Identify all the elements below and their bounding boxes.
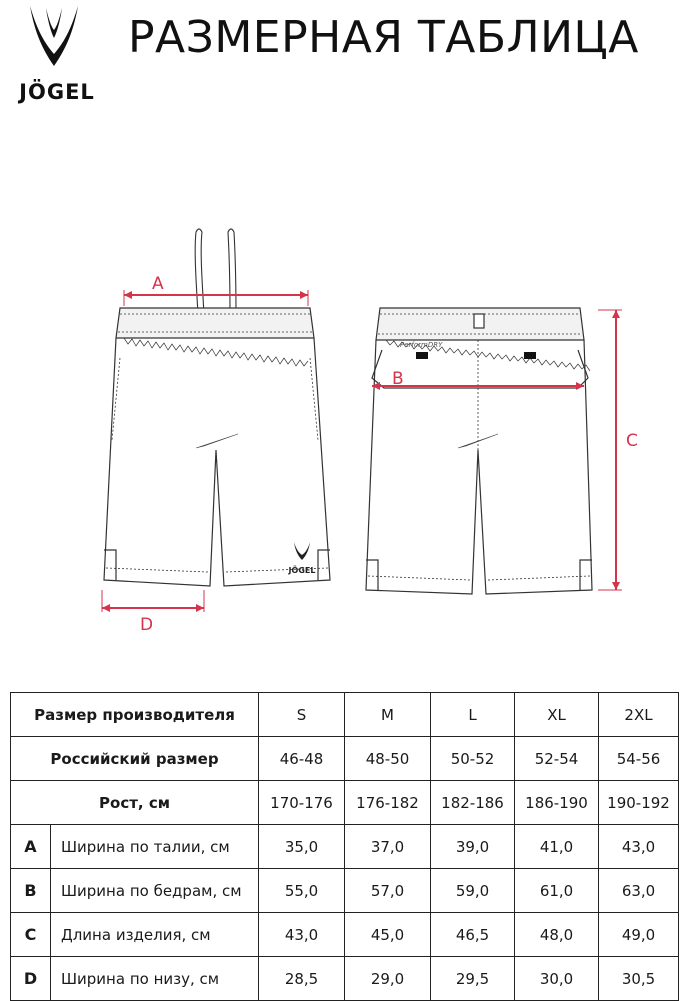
measurement-value: 35,0 [259, 825, 345, 869]
brand-logo-mark [24, 4, 84, 76]
height-cell: 186-190 [515, 781, 599, 825]
measurement-value: 43,0 [599, 825, 679, 869]
measurement-letter: A [11, 825, 51, 869]
height-cell: 176-182 [345, 781, 431, 825]
measurement-value: 49,0 [599, 913, 679, 957]
front-logo-text: JÖGEL [288, 566, 316, 575]
russian-size-label: Российский размер [11, 737, 259, 781]
measurement-value: 29,5 [431, 957, 515, 1001]
dimension-c-label: C [626, 431, 638, 451]
table-row-height [11, 781, 679, 825]
front-logo-mark [288, 542, 316, 575]
dimension-a-label: A [152, 274, 164, 294]
size-cell: 2XL [599, 693, 679, 737]
measurement-value: 37,0 [345, 825, 431, 869]
table-row-measurement-c [11, 913, 679, 957]
measurement-name: Ширина по талии, см [51, 825, 259, 869]
measurement-value: 43,0 [259, 913, 345, 957]
header-label: Размер производителя [11, 693, 259, 737]
measurement-value: 59,0 [431, 869, 515, 913]
dimension-c [598, 310, 638, 590]
page-title: РАЗМЕРНАЯ ТАБЛИЦА [128, 12, 639, 63]
measurement-value: 55,0 [259, 869, 345, 913]
measurement-name: Ширина по бедрам, см [51, 869, 259, 913]
height-cell: 170-176 [259, 781, 345, 825]
back-tab-right [524, 352, 536, 359]
dimension-b-label: B [392, 369, 404, 389]
table-row-measurement-d [11, 957, 679, 1001]
measurement-value: 29,0 [345, 957, 431, 1001]
measurement-value: 41,0 [515, 825, 599, 869]
russian-size-cell: 50-52 [431, 737, 515, 781]
measurement-name: Длина изделия, см [51, 913, 259, 957]
russian-size-cell: 54-56 [599, 737, 679, 781]
shorts-front-view [104, 229, 330, 586]
measurement-value: 39,0 [431, 825, 515, 869]
measurement-letter: D [11, 957, 51, 1001]
measurement-value: 63,0 [599, 869, 679, 913]
russian-size-cell: 52-54 [515, 737, 599, 781]
brand-logo [0, 0, 120, 120]
measurement-value: 61,0 [515, 869, 599, 913]
measurement-value: 45,0 [345, 913, 431, 957]
shorts-diagram [0, 210, 687, 650]
dimension-a [124, 274, 308, 306]
brand-name: JÖGEL [19, 80, 95, 104]
russian-size-cell: 48-50 [345, 737, 431, 781]
height-label: Рост, см [11, 781, 259, 825]
measurement-value: 30,5 [599, 957, 679, 1001]
back-tag-text: PerformDRY [400, 341, 443, 349]
table-row-manufacturer-size [11, 693, 679, 737]
measurement-value: 28,5 [259, 957, 345, 1001]
measurement-value: 57,0 [345, 869, 431, 913]
russian-size-cell: 46-48 [259, 737, 345, 781]
height-cell: 190-192 [599, 781, 679, 825]
dimension-d [102, 590, 204, 635]
shorts-back-view [366, 308, 592, 594]
measurement-letter: B [11, 869, 51, 913]
dimension-d-label: D [140, 615, 154, 635]
height-cell: 182-186 [431, 781, 515, 825]
size-cell: S [259, 693, 345, 737]
size-cell: M [345, 693, 431, 737]
measurement-name: Ширина по низу, см [51, 957, 259, 1001]
size-table [10, 692, 679, 1001]
table-row-russian-size [11, 737, 679, 781]
size-cell: L [431, 693, 515, 737]
back-tab-left [416, 352, 428, 359]
table-row-measurement-a [11, 825, 679, 869]
measurement-letter: C [11, 913, 51, 957]
measurement-value: 46,5 [431, 913, 515, 957]
size-cell: XL [515, 693, 599, 737]
table-row-measurement-b [11, 869, 679, 913]
measurement-value: 48,0 [515, 913, 599, 957]
measurement-value: 30,0 [515, 957, 599, 1001]
